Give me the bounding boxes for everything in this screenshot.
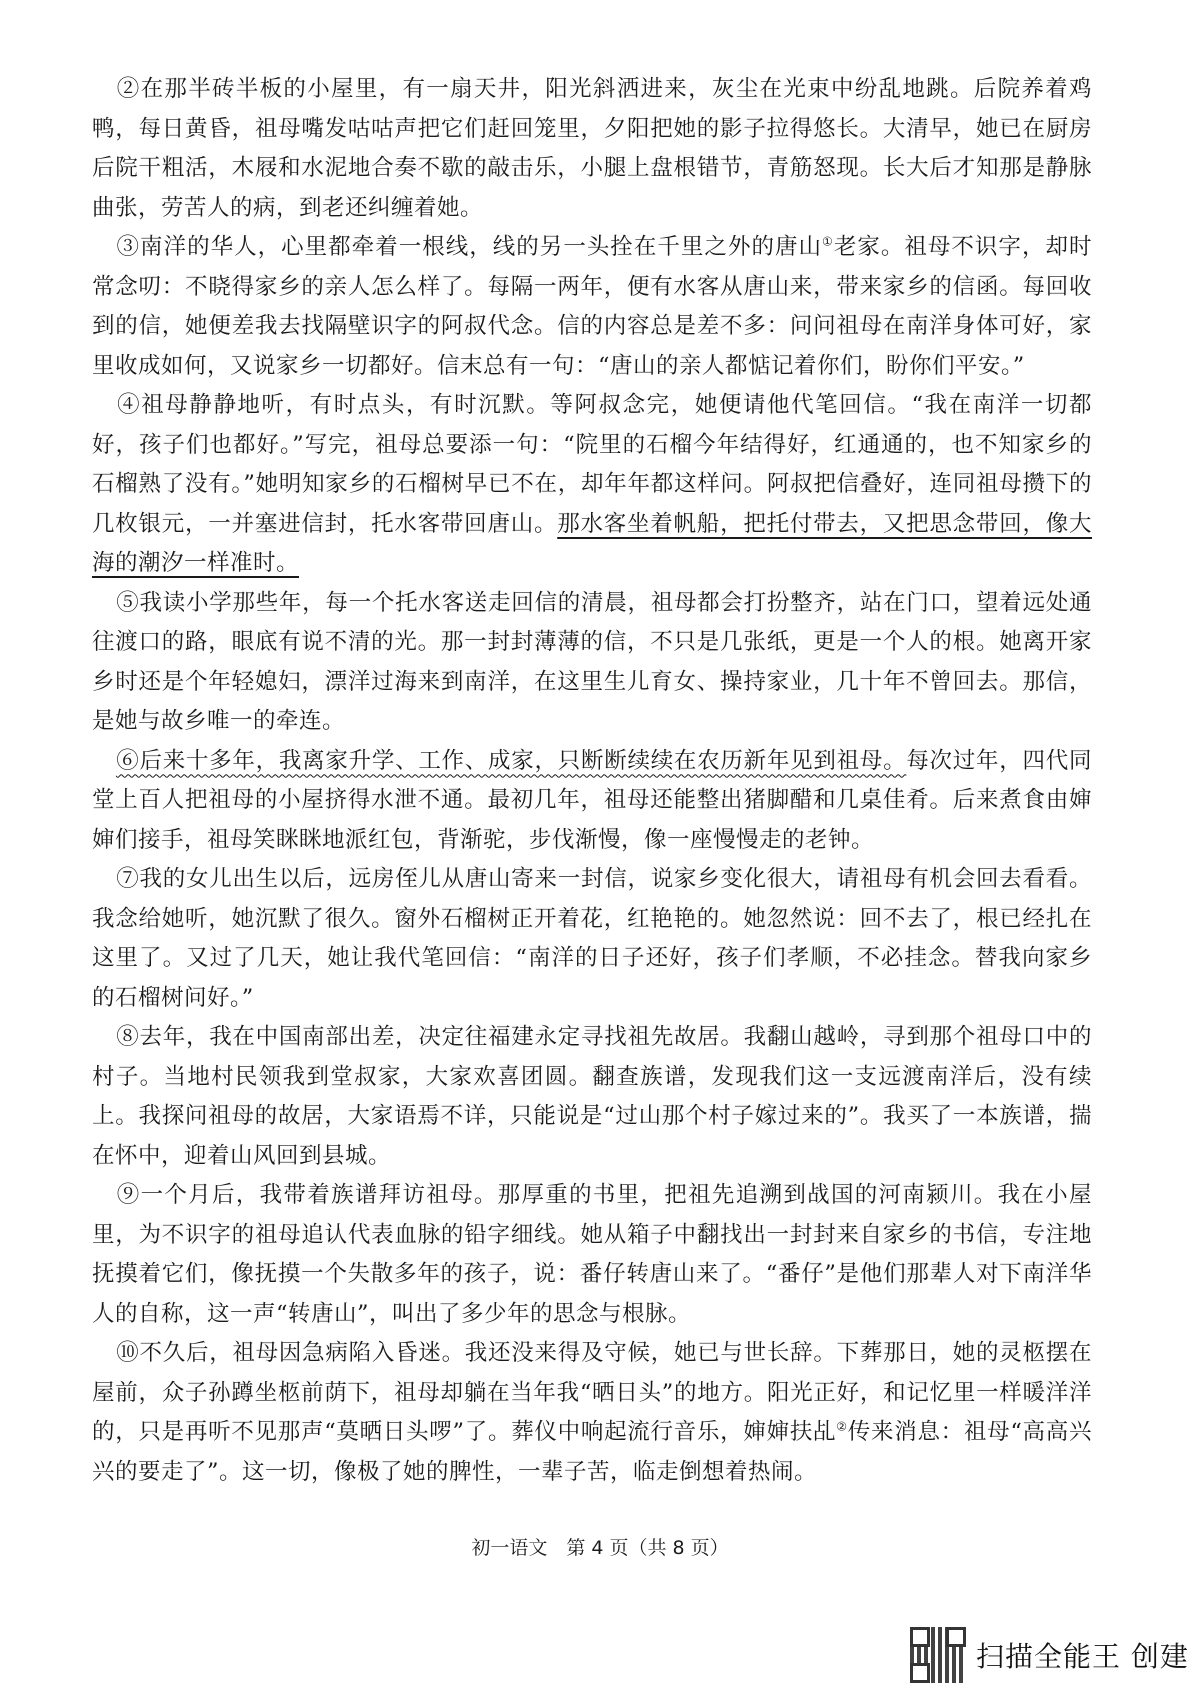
paragraph-text: ③南洋的华人，心里都牵着一根线，线的另一头拴在千里之外的唐山: [116, 234, 823, 260]
paragraph-text: 传来消息：祖母“高高兴兴的要走了”。这一切，像极了她的脾性，一辈子苦，临走倒想着热闹。: [92, 1419, 1092, 1485]
paragraph-text: 老家。祖母不识字，却时常念叨：不晓得家乡的亲人怎么样了。每隔一两年，便有水客从唐山来，带来家乡的信函。每回收到的信，她便差我去找隔壁识字的阿叔代念。信的内容总是差不多：问问祖母在南洋身体可好，家里收成如何，又说家乡一切都好。信末总有一句：“唐山的亲人都惦记着你们，盼你们平安。”: [92, 234, 1092, 379]
paragraph-text: ⑦我的女儿出生以后，远房侄儿从唐山寄来一封信，说家乡变化很大，请祖母有机会回去看看。我念给她听，她沉默了很久。窗外石榴树正开着花，红艳艳的。她忽然说：回不去了，根已经扎在这里了。又过了几天，她让我代笔回信：“南洋的日子还好，孩子们孝顺，不必挂念。替我向家乡的石榴树问好。”: [92, 866, 1092, 1011]
paragraph: [92, 1334, 1092, 1492]
paragraph: [92, 742, 1092, 861]
footnote-marker: ①: [822, 234, 834, 249]
paragraph-text: ④祖母静静地听，有时点头，有时沉默。等阿叔念完，她便请他代笔回信。“我在南洋一切都好，孩子们也都好。”写完，祖母总要添一句：“院里的石榴今年结得好，红通通的，也不知家乡的石榴熟了没有。”她明知家乡的石榴树早已不在，却年年都这样问。阿叔把信叠好，连同祖母攒下的几枚银元，一并塞进信封，托水客带回唐山。: [92, 392, 1092, 537]
article-body: [92, 70, 1092, 1492]
paragraph: [92, 1018, 1092, 1176]
paragraph-text: ⑧去年，我在中国南部出差，决定往福建永定寻找祖先故居。我翻山越岭，寻到那个祖母口中的村子。当地村民领我到堂叔家，大家欢喜团圆。翻查族谱，发现我们这一支远渡南洋后，没有续上。我探问祖母的故居，大家语焉不详，只能说是“过山那个村子嫁过来的”。我买了一本族谱，揣在怀中，迎着山风回到县城。: [92, 1024, 1092, 1169]
underlined-text: 那水客坐着帆船，把托付带去，又把思念带回，像大海的潮汐一样准时。: [92, 510, 1092, 576]
paragraph: [92, 584, 1092, 742]
paragraph: [92, 860, 1092, 1018]
paragraph-text: 每次过年，四代同堂上百人把祖母的小屋挤得水泄不通。最初几年，祖母还能整出猪脚醋和几桌佳肴。后来煮食由婶婶们接手，祖母笑眯眯地派红包，背渐驼，步伐渐慢，像一座慢慢走的老钟。: [92, 747, 1092, 853]
watermark-text: 扫描全能王 创建: [976, 1640, 1189, 1673]
paragraph-text: ⑩不久后，祖母因急病陷入昏迷。我还没来得及守候，她已与世长辞。下葬那日，她的灵柩摆在屋前，众子孙蹲坐柩前荫下，祖母却躺在当年我“晒日头”的地方。阳光正好，和记忆里一样暖洋洋的，只是再听不见那声“莫晒日头啰”了。葬仪中响起流行音乐，婶婶扶乩: [92, 1340, 1092, 1445]
paragraph: [92, 70, 1092, 228]
paragraph: [92, 1176, 1092, 1334]
underlined-text: ⑥后来十多年，我离家升学、工作、成家，只断断续续在农历新年见到祖母。: [116, 747, 907, 774]
footnote-marker: ②: [836, 1419, 848, 1434]
exam-page: [92, 70, 1092, 1492]
page-footer: 初一语文 第 4 页（共 8 页）: [471, 1537, 729, 1559]
paragraph: [92, 228, 1092, 386]
paragraph-text: ⑤我读小学那些年，每一个托水客送走回信的清晨，祖母都会打扮整齐，站在门口，望着远处通往渡口的路，眼底有说不清的光。那一封封薄薄的信，不只是几张纸，更是一个人的根。她离开家乡时还是个年轻媳妇，漂洋过海来到南洋，在这里生儿育女、操持家业，几十年不曾回去。那信，是她与故乡唯一的牵连。: [92, 589, 1092, 734]
paragraph-text: ⑨一个月后，我带着族谱拜访祖母。那厚重的书里，把祖先追溯到战国的河南颍川。我在小屋里，为不识字的祖母追认代表血脉的铅字细线。她从箱子中翻找出一封封来自家乡的书信，专注地抚摸着它们，像抚摸一个失散多年的孩子，说：番仔转唐山来了。“番仔”是他们那辈人对下南洋华人的自称，这一声“转唐山”，叫出了多少年的思念与根脉。: [92, 1182, 1092, 1327]
paragraph: [92, 386, 1092, 584]
qr-code-icon: [910, 1627, 966, 1683]
paragraph-text: ②在那半砖半板的小屋里，有一扇天井，阳光斜洒进来，灰尘在光束中纷乱地跳。后院养着鸡鸭，每日黄昏，祖母嘴发咕咕声把它们赶回笼里，夕阳把她的影子拉得悠长。大清早，她已在厨房后院干粗活，木屐和水泥地合奏不歇的敲击乐，小腿上盘根错节，青筋怒现。长大后才知那是静脉曲张，劳苦人的病，到老还纠缠着她。: [92, 76, 1092, 221]
scanner-watermark: [910, 1625, 1189, 1685]
